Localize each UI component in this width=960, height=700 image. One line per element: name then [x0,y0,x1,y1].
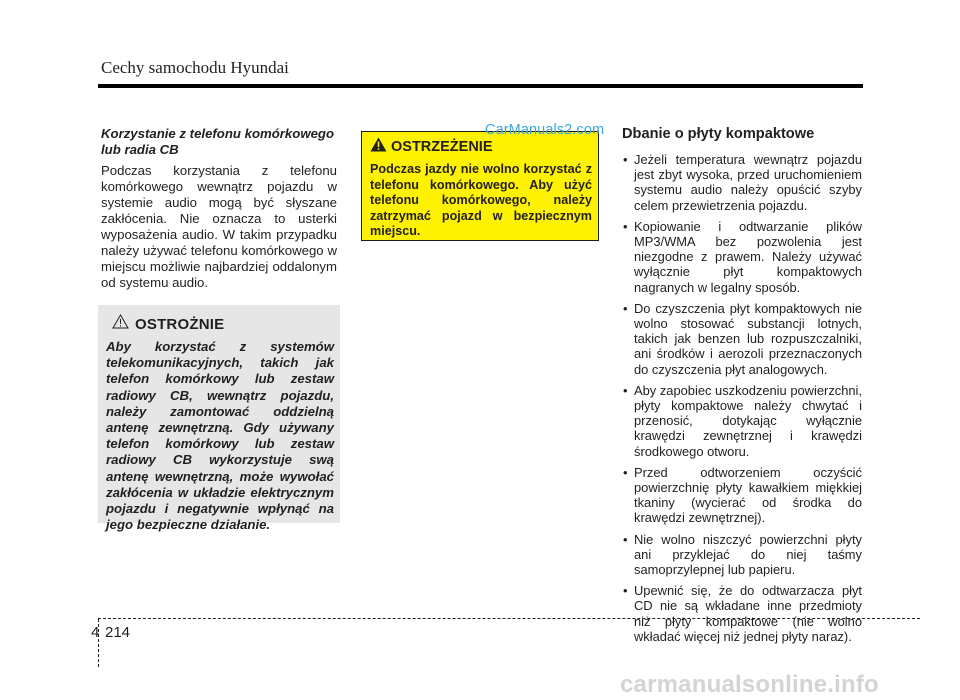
caution-title: OSTROŻNIE [135,315,225,333]
warning-text: Podczas jazdy nie wolno korzystać z telefonu komórkowego. Aby użyć telefonu komórkowego, należy zatrzymać pojazd w bezpiecznym miejscu. [370,162,592,239]
caution-text: Aby korzystać z systemów telekomunikacyjnych, takich jak telefon komórkowy lub zestaw radiowy CB, wewnątrz pojazdu, należy zamontować oddzielną antenę zewnętrzną. Gdy używany telefon komórkowy lub zestaw radiowy CB wykorzystuje swą antenę wewnętrzną, może wywołać zakłócenia w układzie elektrycznym pojazdu i negatywnie wpłynąć na jego bezpieczne działanie. [106,339,334,533]
caution-header [112,314,224,334]
list-item: • Kopiowanie i odtwarzanie plików MP3/WMA bez pozwolenia jest niezgodne z prawem. Należy używać wyłącznie płyt kompaktowych nagranych w legalny sposób. [623,218,862,295]
warning-title: OSTRZEŻENIE [391,139,493,155]
page-header-title: Cechy samochodu Hyundai [101,58,289,77]
list-item: • Aby zapobiec uszkodzeniu powierzchni, płyty kompaktowe należy chwytać i przenosić, dotykając wyłącznie krawędzi zewnętrznej i krawędzi środkowego otworu. [623,382,862,459]
list-item: • Nie wolno niszczyć powierzchni płyty ani przyklejać do niej taśmy samoprzylepnej lub papieru. [623,531,862,578]
cd-care-list [622,152,862,644]
phone-cb-paragraph: Podczas korzystania z telefonu komórkowego wewnątrz pojazdu w systemie audio mogą być słyszane zakłócenia. Nie oznacza to usterki wyposażenia audio. W takim przypadku należy używać telefonu komórkowego w miejscu możliwie najbardziej oddalonym od systemu audio. [101,163,337,290]
header-rule [98,84,863,88]
list-item: • Przed odtworzeniem oczyścić powierzchnię płyty kawałkiem miękkiej tkaniny (wycierać od środka do krawędzi zewnętrznej). [623,464,862,526]
site-watermark: carmanualsonline.info [620,671,879,698]
caution-triangle-icon [112,314,129,334]
warning-header [370,137,493,157]
watermark-text: CarManuals2.com [485,122,605,138]
caution-box [98,305,340,533]
right-column [622,126,862,650]
list-item: • Jeżeli temperatura wewnątrz pojazdu jest zbyt wysoka, przed uruchomieniem systemu audio należy opuścić szyby celem przewietrzenia pojazdu. [623,152,862,213]
list-item: • Upewnić się, że do odtwarzacza płyt CD nie są wkładane inne przedmioty niż płyty kompaktowe (nie wolno wkładać więcej niż jednej płyty naraz). [623,583,862,644]
warning-box [361,131,599,241]
chapter-number: 4 [91,624,100,641]
warning-triangle-icon [370,137,387,157]
page-number: 214 [105,624,131,641]
footer-dashed-rule [98,618,920,619]
left-column [101,126,337,291]
phone-cb-subheading: Korzystanie z telefonu komórkowego lub radia CB [101,126,335,157]
list-item: • Do czyszczenia płyt kompaktowych nie wolno stosować substancji lotnych, takich jak benzen lub rozpuszczalniki, ani środków i aerozoli przeznaczonych do czyszczenia płyt analogowych. [623,300,862,377]
cd-care-title: Dbanie o płyty kompaktowe [622,126,815,142]
